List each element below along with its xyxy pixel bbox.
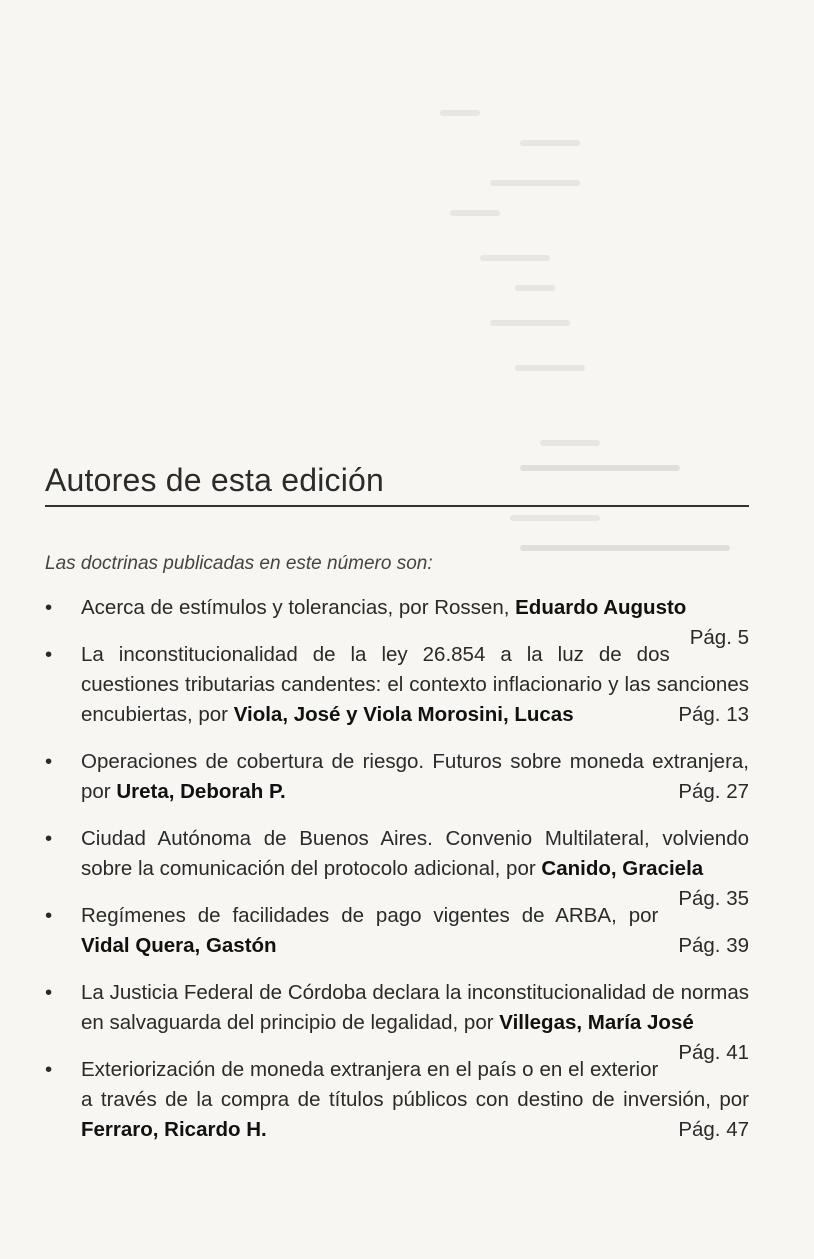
list-item <box>45 978 749 1064</box>
doctrine-authors: Ureta, Deborah P. <box>116 780 286 803</box>
section-title: Autores de esta edición <box>45 462 385 498</box>
page-reference: Pág. 27 <box>678 780 749 803</box>
doctrine-description <box>81 1055 749 1145</box>
page-reference: Pág. 47 <box>678 1118 749 1141</box>
doctrine-authors: Ferraro, Ricardo H. <box>81 1118 267 1141</box>
bullet-icon: • <box>45 596 53 619</box>
page-reference: Pág. 39 <box>678 934 749 957</box>
doctrine-title: Acerca de estímulos y tolerancias, por Rossen, <box>81 596 516 619</box>
list-item <box>45 640 749 730</box>
bullet-icon: • <box>45 1058 53 1081</box>
doctrine-title: Operaciones de cobertura de riesgo. Futuros sobre moneda extranjera, por <box>81 750 749 803</box>
list-item <box>45 593 749 649</box>
list-item <box>45 1055 749 1145</box>
doctrine-description <box>81 747 749 807</box>
doctrine-title: Regímenes de facilidades de pago vigentes de ARBA, por <box>81 904 659 927</box>
list-item <box>45 824 749 910</box>
doctrine-list <box>45 593 749 1162</box>
intro-text: Las doctrinas publicadas en este número son: <box>45 553 433 574</box>
doctrine-description <box>81 978 749 1064</box>
doctrine-title: Ciudad Autónoma de Buenos Aires. Convenio Multilateral, volviendo sobre la comunicación del protocolo adicional, por <box>81 827 749 880</box>
page-reference: Pág. 13 <box>678 703 749 726</box>
bullet-icon: • <box>45 827 53 850</box>
doctrine-description <box>81 824 749 910</box>
doctrine-description <box>81 640 749 730</box>
doctrine-title: La inconstitucionalidad de la ley 26.854 a la luz de dos cuestiones tributarias candentes: el contexto inflacionario y las sanciones encubiertas, por <box>81 643 749 726</box>
doctrine-description <box>81 901 749 961</box>
bullet-icon: • <box>45 750 53 773</box>
doctrine-authors: Canido, Graciela <box>541 857 704 880</box>
list-item <box>45 901 749 961</box>
bullet-icon: • <box>45 643 53 666</box>
bullet-icon: • <box>45 904 53 927</box>
doctrine-description <box>81 593 749 649</box>
doctrine-title: La Justicia Federal de Córdoba declara la inconstitucionalidad de normas en salvaguarda del principio de legalidad, por <box>81 981 749 1034</box>
page-reference: Pág. 5 <box>689 626 749 649</box>
page-reference: Pág. 35 <box>678 887 749 910</box>
doctrine-title: Exteriorización de moneda extranjera en el país o en el exterior a través de la compra de títulos públicos con destino de inversión, por <box>81 1058 749 1111</box>
doctrine-authors: Villegas, María José <box>499 1011 694 1034</box>
list-item <box>45 747 749 807</box>
doctrine-authors: Eduardo Augusto <box>515 596 687 619</box>
bullet-icon: • <box>45 981 53 1004</box>
page-reference: Pág. 41 <box>678 1041 749 1064</box>
doctrine-authors: Viola, José y Viola Morosini, Lucas <box>233 703 574 726</box>
doctrine-authors: Vidal Quera, Gastón <box>81 934 277 957</box>
title-rule <box>45 505 749 507</box>
